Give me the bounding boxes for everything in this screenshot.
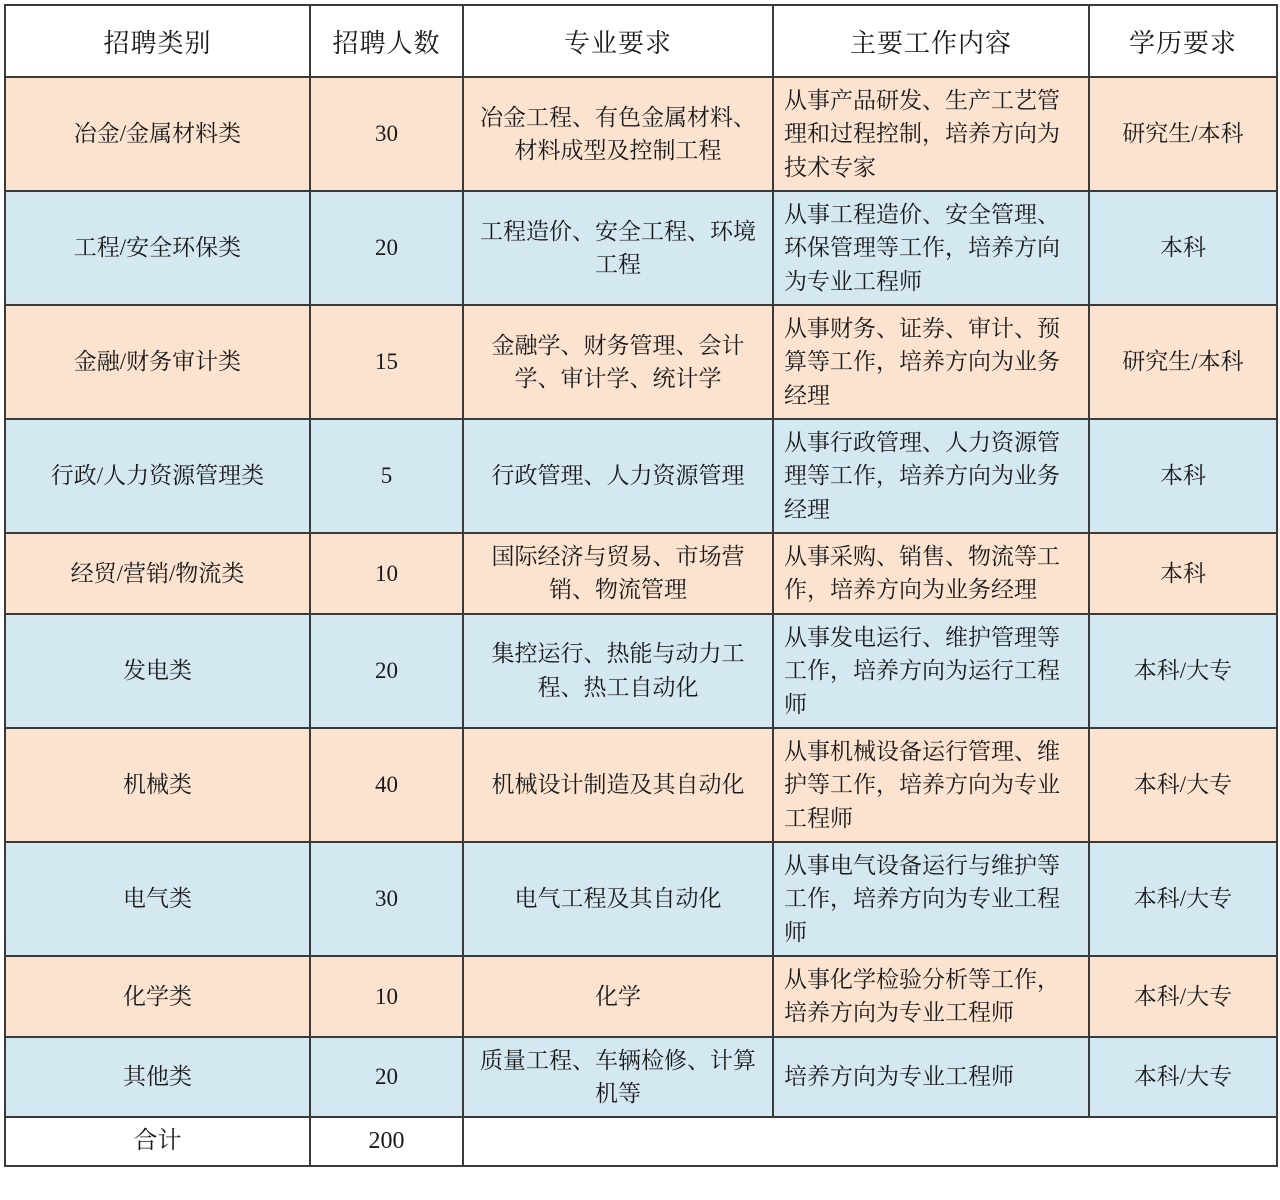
cell-work: 从事行政管理、人力资源管理等工作，培养方向为业务经理 <box>773 419 1089 533</box>
cell-count: 30 <box>310 842 463 956</box>
table-row <box>5 305 1277 419</box>
cell-count: 20 <box>310 614 463 728</box>
cell-education: 本科 <box>1089 419 1277 533</box>
table-body <box>5 77 1277 1166</box>
cell-work: 从事电气设备运行与维护等工作，培养方向为专业工程师 <box>773 842 1089 956</box>
cell-education: 本科 <box>1089 533 1277 614</box>
cell-count: 5 <box>310 419 463 533</box>
cell-major: 金融学、财务管理、会计学、审计学、统计学 <box>463 305 773 419</box>
cell-work: 从事发电运行、维护管理等工作，培养方向为运行工程师 <box>773 614 1089 728</box>
table-header <box>5 5 1277 77</box>
column-header-work: 主要工作内容 <box>773 5 1089 77</box>
cell-education: 研究生/本科 <box>1089 305 1277 419</box>
cell-category: 发电类 <box>5 614 310 728</box>
table-row <box>5 614 1277 728</box>
column-header-major: 专业要求 <box>463 5 773 77</box>
cell-major: 化学 <box>463 956 773 1037</box>
table-row <box>5 533 1277 614</box>
cell-category: 行政/人力资源管理类 <box>5 419 310 533</box>
cell-education: 本科 <box>1089 191 1277 305</box>
cell-education: 研究生/本科 <box>1089 77 1277 191</box>
cell-work: 从事机械设备运行管理、维护等工作，培养方向为专业工程师 <box>773 728 1089 842</box>
cell-major: 工程造价、安全工程、环境工程 <box>463 191 773 305</box>
cell-work: 从事财务、证券、审计、预算等工作，培养方向为业务经理 <box>773 305 1089 419</box>
cell-category: 其他类 <box>5 1037 310 1118</box>
column-header-category: 招聘类别 <box>5 5 310 77</box>
cell-total-blank <box>463 1117 1277 1166</box>
cell-work: 从事化学检验分析等工作，培养方向为专业工程师 <box>773 956 1089 1037</box>
cell-category: 经贸/营销/物流类 <box>5 533 310 614</box>
cell-total-label: 合计 <box>5 1117 310 1166</box>
cell-category: 机械类 <box>5 728 310 842</box>
header-row <box>5 5 1277 77</box>
table-row <box>5 842 1277 956</box>
table-row <box>5 956 1277 1037</box>
cell-major: 集控运行、热能与动力工程、热工自动化 <box>463 614 773 728</box>
cell-count: 20 <box>310 1037 463 1118</box>
table-row <box>5 191 1277 305</box>
cell-major: 国际经济与贸易、市场营销、物流管理 <box>463 533 773 614</box>
cell-category: 工程/安全环保类 <box>5 191 310 305</box>
cell-work: 从事采购、销售、物流等工作，培养方向为业务经理 <box>773 533 1089 614</box>
cell-work: 从事产品研发、生产工艺管理和过程控制，培养方向为技术专家 <box>773 77 1089 191</box>
column-header-count: 招聘人数 <box>310 5 463 77</box>
cell-count: 15 <box>310 305 463 419</box>
cell-category: 冶金/金属材料类 <box>5 77 310 191</box>
cell-total-count: 200 <box>310 1117 463 1166</box>
cell-count: 10 <box>310 956 463 1037</box>
cell-work: 培养方向为专业工程师 <box>773 1037 1089 1118</box>
cell-education: 本科/大专 <box>1089 1037 1277 1118</box>
cell-category: 化学类 <box>5 956 310 1037</box>
cell-category: 电气类 <box>5 842 310 956</box>
cell-major: 质量工程、车辆检修、计算机等 <box>463 1037 773 1118</box>
cell-count: 10 <box>310 533 463 614</box>
table-row <box>5 419 1277 533</box>
cell-education: 本科/大专 <box>1089 956 1277 1037</box>
cell-count: 30 <box>310 77 463 191</box>
column-header-education: 学历要求 <box>1089 5 1277 77</box>
cell-major: 电气工程及其自动化 <box>463 842 773 956</box>
cell-education: 本科/大专 <box>1089 842 1277 956</box>
table-row <box>5 77 1277 191</box>
cell-category: 金融/财务审计类 <box>5 305 310 419</box>
cell-count: 40 <box>310 728 463 842</box>
cell-education: 本科/大专 <box>1089 728 1277 842</box>
recruitment-table <box>4 4 1278 1167</box>
cell-major: 行政管理、人力资源管理 <box>463 419 773 533</box>
cell-major: 冶金工程、有色金属材料、材料成型及控制工程 <box>463 77 773 191</box>
cell-major: 机械设计制造及其自动化 <box>463 728 773 842</box>
table-row <box>5 728 1277 842</box>
cell-count: 20 <box>310 191 463 305</box>
table-row <box>5 1037 1277 1118</box>
cell-education: 本科/大专 <box>1089 614 1277 728</box>
cell-work: 从事工程造价、安全管理、环保管理等工作，培养方向为专业工程师 <box>773 191 1089 305</box>
table-total-row <box>5 1117 1277 1166</box>
